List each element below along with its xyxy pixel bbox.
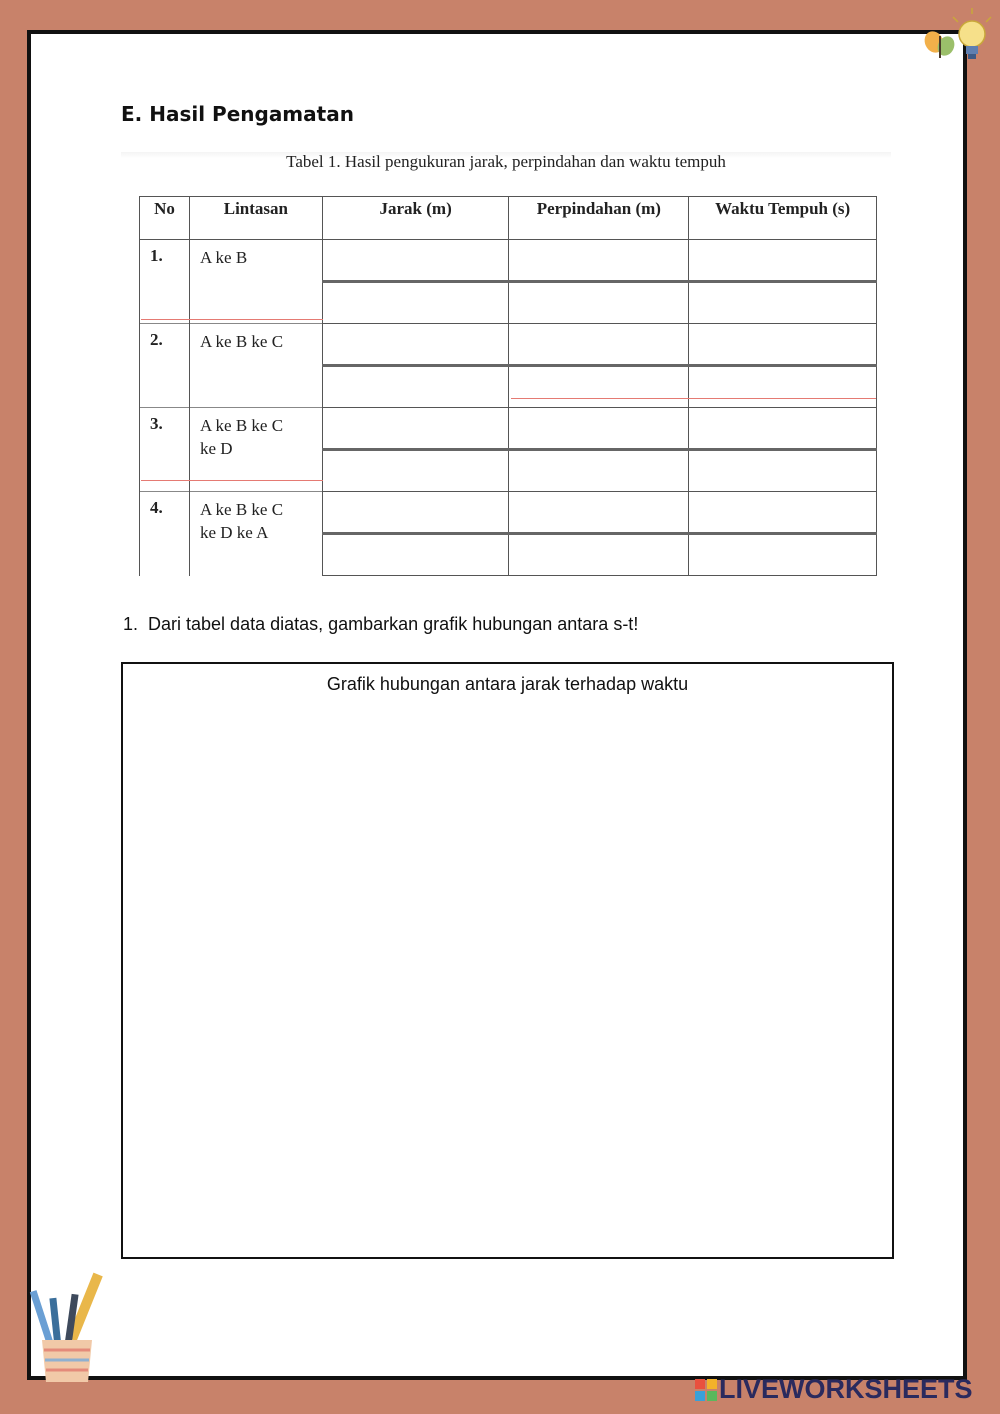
row-lintasan: A ke B ke C ke D [189,408,322,492]
waktu-input-cell[interactable] [689,240,877,282]
header-jarak: Jarak (m) [322,197,509,240]
row-lintasan: A ke B [189,240,322,324]
header-waktu-tempuh: Waktu Tempuh (s) [689,197,877,240]
perpindahan-input-cell[interactable] [509,282,689,324]
row-number: 3. [140,408,190,492]
perpindahan-input-cell[interactable] [509,324,689,366]
jarak-input-cell[interactable] [322,408,509,450]
question-1 [123,614,638,635]
scan-artifact-line [141,480,323,481]
observation-table [139,196,877,576]
table-row [140,240,877,282]
waktu-input-cell[interactable] [689,282,877,324]
waktu-input-cell[interactable] [689,450,877,492]
perpindahan-input-cell[interactable] [509,240,689,282]
section-title: E. Hasil Pengamatan [121,102,354,126]
question-text: Dari tabel data diatas, gambarkan grafik hubungan antara s-t! [148,614,639,634]
lightbulb-icon [953,8,991,59]
waktu-input-cell[interactable] [689,534,877,576]
brand-name: LIVEWORKSHEETS [719,1374,973,1404]
row-number: 2. [140,324,190,408]
header-lintasan: Lintasan [189,197,322,240]
liveworksheets-logo [695,1374,973,1405]
row-lintasan: A ke B ke C ke D ke A [189,492,322,576]
scan-artifact-line [511,398,876,399]
graph-answer-box[interactable] [121,662,894,1259]
waktu-input-cell[interactable] [689,324,877,366]
liveworksheets-mark-icon [695,1379,717,1401]
row-number: 4. [140,492,190,576]
worksheet-page [27,30,967,1380]
perpindahan-input-cell[interactable] [509,408,689,450]
row-number: 1. [140,240,190,324]
scan-artifact-line [141,319,323,320]
jarak-input-cell[interactable] [322,492,509,534]
waktu-input-cell[interactable] [689,366,877,408]
waktu-input-cell[interactable] [689,492,877,534]
jarak-input-cell[interactable] [322,324,509,366]
lightbulb-butterfly-icon [920,8,995,68]
graph-box-title: Grafik hubungan antara jarak terhadap waktu [326,674,689,694]
waktu-input-cell[interactable] [689,408,877,450]
header-no: No [140,197,190,240]
header-perpindahan: Perpindahan (m) [509,197,689,240]
perpindahan-input-cell[interactable] [509,534,689,576]
perpindahan-input-cell[interactable] [509,492,689,534]
pencil-cup-icon [28,1270,108,1388]
butterfly-icon [921,28,957,58]
jarak-input-cell[interactable] [322,240,509,282]
table-caption: Tabel 1. Hasil pengukuran jarak, perpindahan dan waktu tempuh [121,152,891,172]
row-lintasan: A ke B ke C [189,324,322,408]
table-row [140,408,877,450]
table-header-row [140,197,877,240]
jarak-input-cell[interactable] [322,282,509,324]
jarak-input-cell[interactable] [322,534,509,576]
jarak-input-cell[interactable] [322,450,509,492]
perpindahan-input-cell[interactable] [509,366,689,408]
perpindahan-input-cell[interactable] [509,450,689,492]
table-row [140,324,877,366]
question-number: 1. [123,614,139,634]
jarak-input-cell[interactable] [322,366,509,408]
table-row [140,492,877,534]
